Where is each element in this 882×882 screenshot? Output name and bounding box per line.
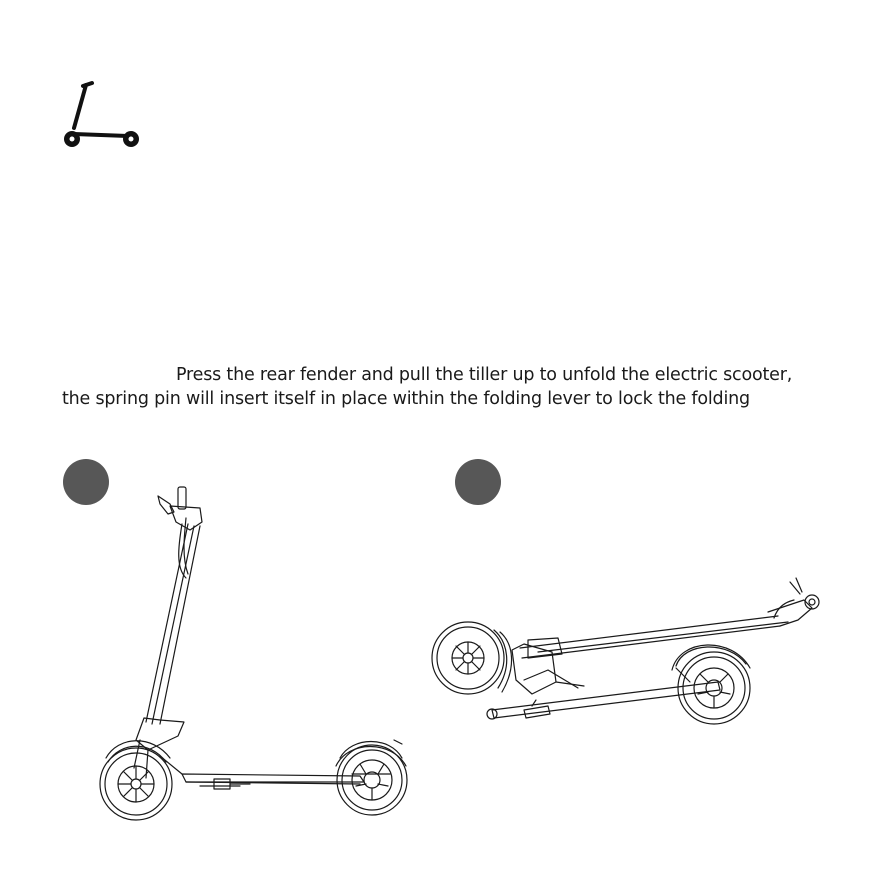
scooter-unfolded-illustration bbox=[90, 478, 430, 828]
scooter-icon bbox=[60, 78, 146, 154]
instruction-text bbox=[62, 363, 852, 411]
scooter-folded-illustration bbox=[428, 570, 838, 740]
instruction-line-2: the spring pin will insert itself in place within the folding lever to lock the folding bbox=[62, 389, 750, 409]
step-2-badge bbox=[455, 459, 501, 505]
instruction-line-1: Press the rear fender and pull the tiller up to unfold the electric scooter, bbox=[176, 365, 793, 385]
